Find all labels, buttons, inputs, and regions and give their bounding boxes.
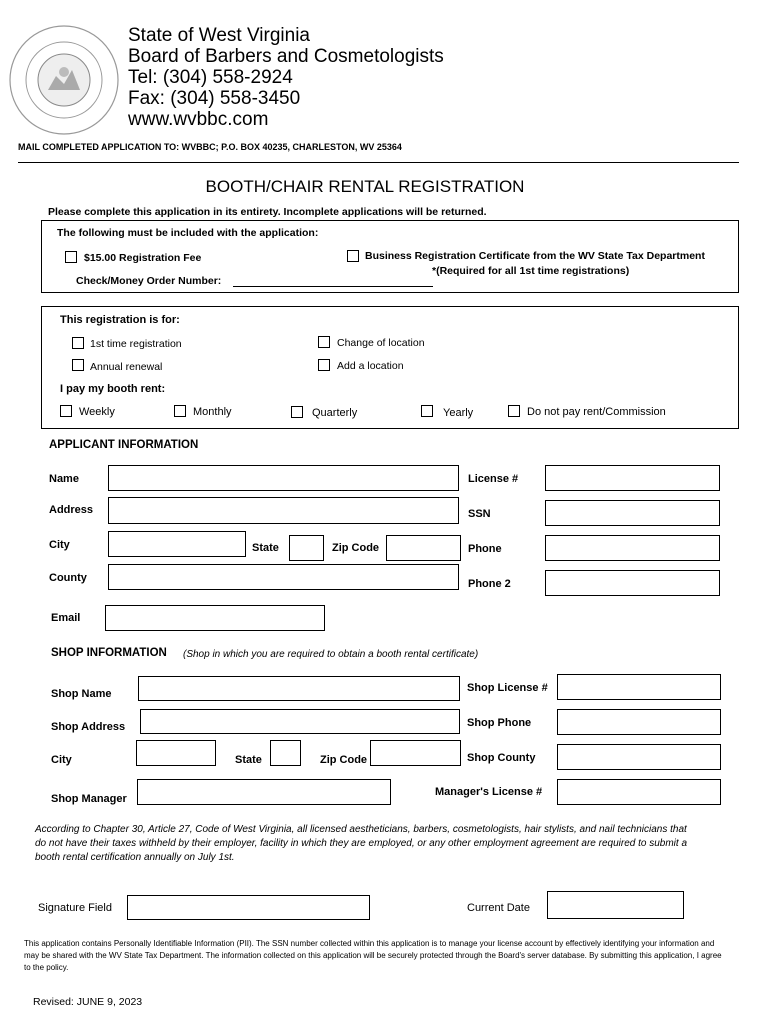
- header-divider: [18, 162, 739, 163]
- shop-manager-label: Shop Manager: [51, 793, 127, 805]
- shop-note: (Shop in which you are required to obtain a booth rental certificate): [183, 649, 479, 660]
- first-time-label: 1st time registration: [90, 338, 182, 350]
- rent-yearly-checkbox[interactable]: [421, 405, 433, 417]
- add-location-checkbox[interactable]: [318, 359, 330, 371]
- header-line-1: State of West Virginia: [128, 25, 311, 46]
- county-input[interactable]: [108, 564, 459, 590]
- email-label: Email: [51, 612, 81, 624]
- rent-quarterly-checkbox[interactable]: [291, 406, 303, 418]
- shop-phone-label: Shop Phone: [467, 717, 532, 729]
- signature-input[interactable]: [127, 895, 370, 920]
- add-location-label: Add a location: [337, 360, 404, 372]
- zip-input[interactable]: [386, 535, 461, 561]
- check-number-line[interactable]: [233, 286, 433, 287]
- applicant-heading: APPLICANT INFORMATION: [49, 439, 199, 451]
- state-seal: [8, 24, 120, 136]
- rent-monthly-checkbox[interactable]: [174, 405, 186, 417]
- name-label: Name: [49, 473, 79, 485]
- zip-label: Zip Code: [332, 542, 380, 554]
- rent-commission-label: Do not pay rent/Commission: [527, 406, 666, 418]
- header-line-3: Tel: (304) 558-2924: [128, 67, 293, 88]
- rent-commission-checkbox[interactable]: [508, 405, 520, 417]
- phone2-input[interactable]: [545, 570, 720, 596]
- legal-text: According to Chapter 30, Article 27, Code of West Virginia, all licensed aestheticians, barbers, cosmetologists, hair stylists, and nail technicians that do not have their taxes withheld by their employer, facility in which they are employed, or any other employment agreement are required to submit a booth rental certification annually on July 1st.: [35, 824, 688, 863]
- rent-quarterly-label: Quarterly: [312, 407, 358, 419]
- shop-state-input[interactable]: [270, 740, 301, 766]
- check-number-label: Check/Money Order Number:: [76, 275, 222, 287]
- shop-manager-input[interactable]: [137, 779, 391, 805]
- pii-notice: This application contains Personally Identifiable Information (PII). The SSN number collected within this application is to manage your license account by effectively identifying your information and may be shared with the WV State Tax Department. The information collected on this application will be securely protected through the Board's server database. By submitting this application, I agree to the policy.: [24, 939, 722, 972]
- business-cert-label: Business Registration Certificate from the WV State Tax Department: [365, 250, 705, 262]
- shop-city-input[interactable]: [136, 740, 216, 766]
- shop-county-label: Shop County: [467, 752, 536, 764]
- name-input[interactable]: [108, 465, 459, 491]
- annual-renewal-label: Annual renewal: [90, 361, 163, 373]
- shop-phone-input[interactable]: [557, 709, 721, 735]
- form-title: BOOTH/CHAIR RENTAL REGISTRATION: [205, 177, 525, 196]
- date-input[interactable]: [547, 891, 684, 919]
- header-line-2: Board of Barbers and Cosmetologists: [128, 46, 444, 67]
- shop-heading: SHOP INFORMATION: [51, 647, 167, 659]
- shop-county-input[interactable]: [557, 744, 721, 770]
- date-label: Current Date: [467, 902, 530, 914]
- shop-license-label: Shop License #: [467, 682, 548, 694]
- rent-yearly-label: Yearly: [443, 407, 474, 419]
- city-label: City: [49, 539, 70, 551]
- change-location-checkbox[interactable]: [318, 336, 330, 348]
- shop-name-input[interactable]: [138, 676, 460, 701]
- shop-city-label: City: [51, 754, 72, 766]
- state-input[interactable]: [289, 535, 324, 561]
- business-cert-note: *(Required for all 1st time registrations): [432, 265, 630, 277]
- rent-weekly-checkbox[interactable]: [60, 405, 72, 417]
- rent-heading: I pay my booth rent:: [60, 383, 166, 395]
- shop-name-label: Shop Name: [51, 688, 112, 700]
- email-input[interactable]: [105, 605, 325, 631]
- shop-zip-input[interactable]: [370, 740, 461, 766]
- license-input[interactable]: [545, 465, 720, 491]
- header-line-4: Fax: (304) 558-3450: [128, 88, 301, 109]
- included-heading: The following must be included with the application:: [57, 227, 319, 239]
- manager-license-label: Manager's License #: [435, 786, 543, 798]
- signature-label: Signature Field: [38, 902, 112, 914]
- annual-renewal-checkbox[interactable]: [72, 359, 84, 371]
- header-line-5: www.wvbbc.com: [128, 109, 269, 130]
- registration-heading: This registration is for:: [60, 314, 180, 326]
- rent-monthly-label: Monthly: [193, 406, 232, 418]
- change-location-label: Change of location: [337, 337, 425, 349]
- shop-license-input[interactable]: [557, 674, 721, 700]
- first-time-checkbox[interactable]: [72, 337, 84, 349]
- phone2-label: Phone 2: [468, 578, 511, 590]
- manager-license-input[interactable]: [557, 779, 721, 805]
- shop-state-label: State: [235, 754, 262, 766]
- mail-to: MAIL COMPLETED APPLICATION TO: WVBBC; P.O. BOX 40235, CHARLESTON, WV 25364: [18, 142, 402, 152]
- fee-label: $15.00 Registration Fee: [84, 252, 202, 264]
- rent-weekly-label: Weekly: [79, 406, 115, 418]
- county-label: County: [49, 572, 87, 584]
- phone-input[interactable]: [545, 535, 720, 561]
- license-label: License #: [468, 473, 519, 485]
- shop-address-label: Shop Address: [51, 721, 126, 733]
- state-label: State: [252, 542, 279, 554]
- city-input[interactable]: [108, 531, 246, 557]
- shop-address-input[interactable]: [140, 709, 460, 734]
- shop-zip-label: Zip Code: [320, 754, 368, 766]
- instructions: Please complete this application in its entirety. Incomplete applications will be returned.: [48, 206, 487, 218]
- address-label: Address: [49, 504, 94, 516]
- revised-date: Revised: JUNE 9, 2023: [33, 996, 143, 1008]
- business-cert-checkbox[interactable]: [347, 250, 359, 262]
- ssn-label: SSN: [468, 508, 491, 520]
- fee-checkbox[interactable]: [65, 251, 77, 263]
- phone-label: Phone: [468, 543, 502, 555]
- ssn-input[interactable]: [545, 500, 720, 526]
- address-input[interactable]: [108, 497, 459, 524]
